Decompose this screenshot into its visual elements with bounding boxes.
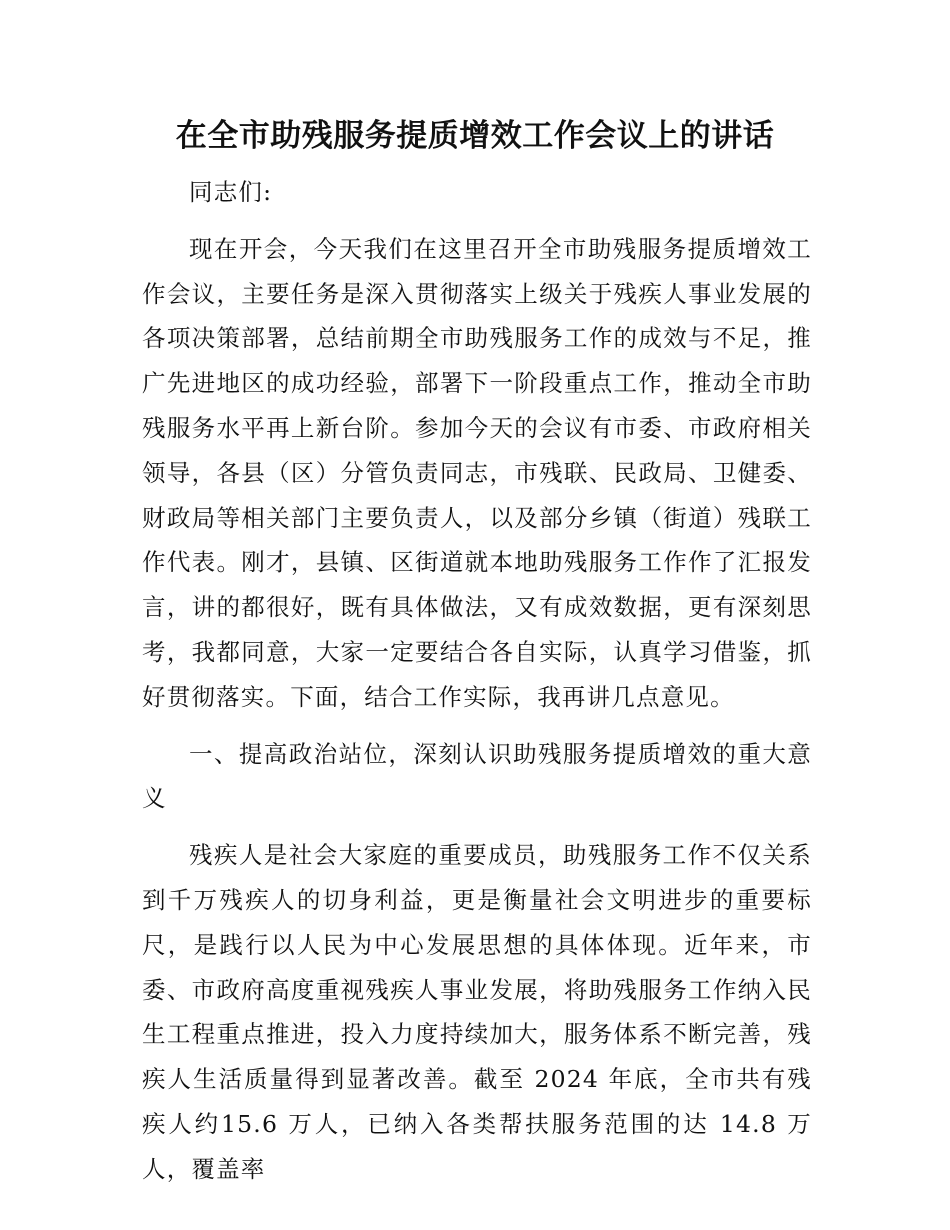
- opening-paragraph: 现在开会，今天我们在这里召开全市助残服务提质增效工作会议，主要任务是深入贯彻落实上级关于残疾人事业发展的各项决策部署，总结前期全市助残服务工作的成效与不足，推广先进地区的成功经验，部署下一阶段重点工作，推动全市助残服务水平再上新台阶。参加今天的会议有市委、市政府相关领导，各县（区）分管负责同志，市残联、民政局、卫健委、财政局等相关部门主要负责人，以及部分乡镇（街道）残联工作代表。刚才，县镇、区街道就本地助残服务工作作了汇报发言，讲的都很好，既有具体做法，又有成效数据，更有深刻思考，我都同意，大家一定要结合各自实际，认真学习借鉴，抓好贯彻落实。下面，结合工作实际，我再讲几点意见。: [142, 234, 812, 711]
- document-body: [142, 170, 812, 1204]
- document-title: 在全市助残服务提质增效工作会议上的讲话: [175, 118, 775, 154]
- section-1-paragraph: 残疾人是社会大家庭的重要成员，助残服务工作不仅关系到千万残疾人的切身利益，更是衡量社会文明进步的重要标尺，是践行以人民为中心发展思想的具体体现。近年来，市委、市政府高度重视残疾人事业发展，将助残服务工作纳入民生工程重点推进，投入力度持续加大，服务体系不断完善，残疾人生活质量得到显著改善。截至 2024 年底，全市共有残疾人约15.6 万人，已纳入各类帮扶服务范围的达 14.8 万人，覆盖率: [142, 841, 812, 1183]
- section-heading-1: 一、提高政治站位，深刻认识助残服务提质增效的重大意义: [142, 739, 812, 813]
- greeting: 同志们:: [189, 178, 273, 206]
